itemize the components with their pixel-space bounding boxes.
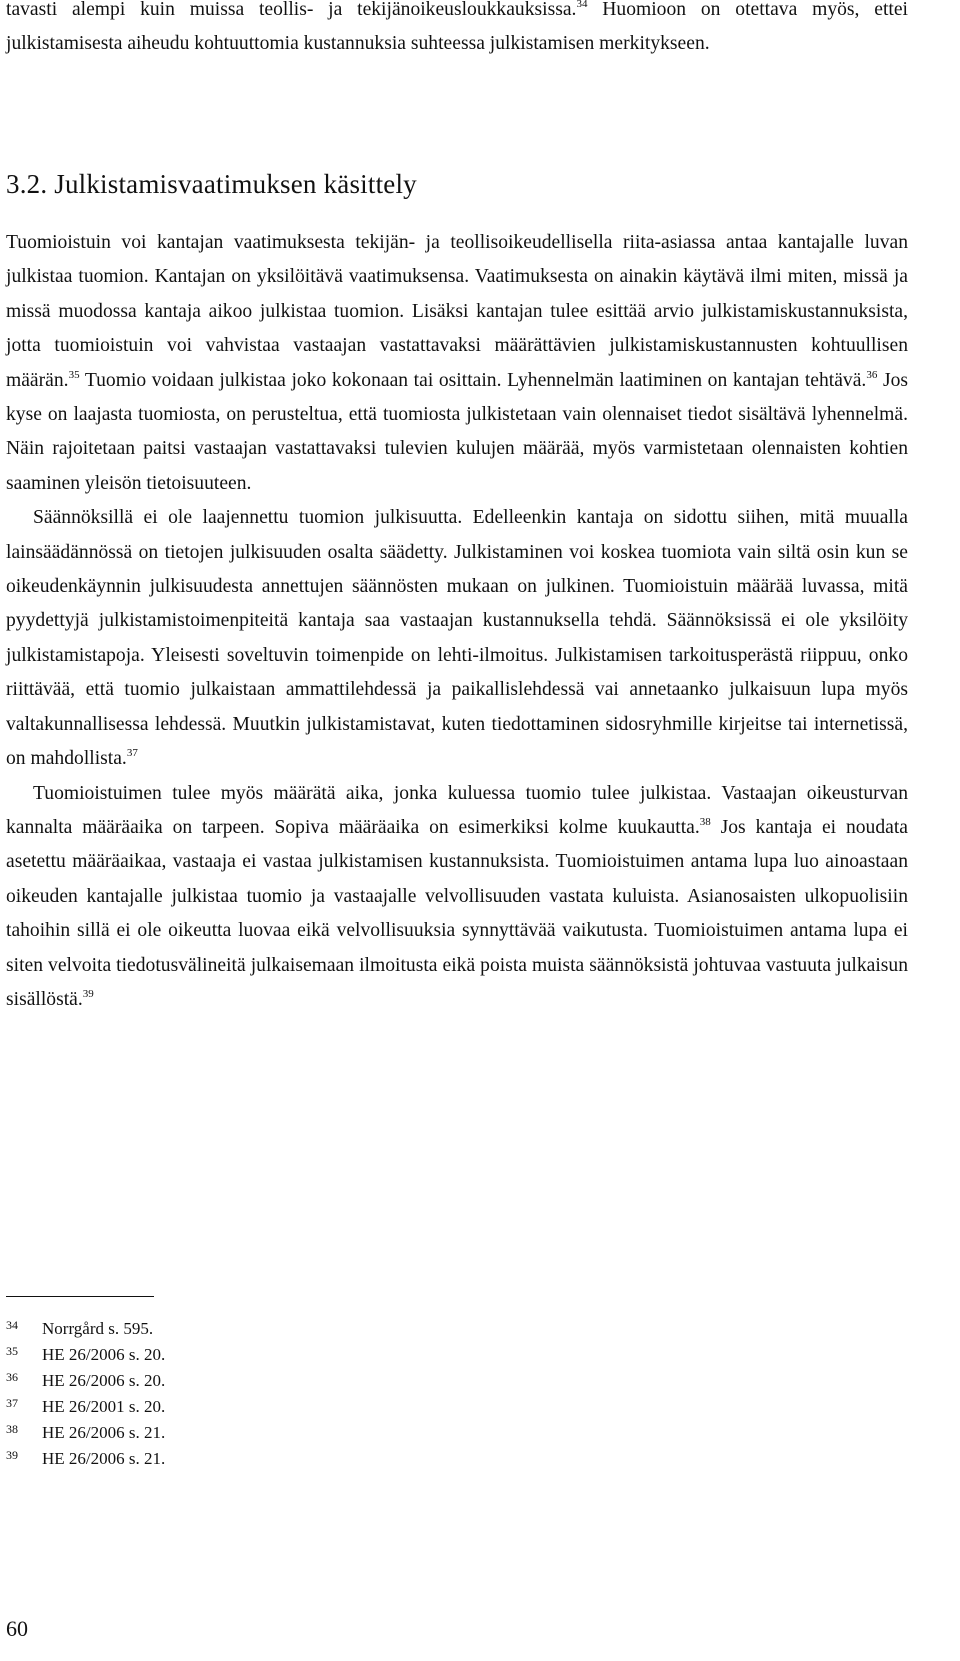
footnote-number: 37: [6, 1396, 18, 1410]
footnote: [6, 1420, 165, 1446]
section-body: [6, 226, 908, 1017]
footnote: [6, 1316, 165, 1342]
intro-text: Huomioon on otettava myös, ettei julkistamisesta aiheudu kohtuuttomia kustannuksia suhteessa julkistamisen merkitykseen.: [6, 0, 908, 55]
footnote-divider: [6, 1296, 154, 1297]
footnote-ref: 37: [126, 747, 138, 760]
intro-paragraph: [6, 0, 908, 62]
footnote-list: [6, 1316, 165, 1472]
footnote: [6, 1342, 165, 1368]
footnote: [6, 1368, 165, 1394]
paragraph-3: [6, 777, 908, 1018]
paragraph-text: Jos kantaja ei noudata asetettu määräaikaa, vastaaja ei vastaa julkistamisen kustannuksista. Tuomioistuimen antama lupa luo ainoastaan oikeuden kantajalle julkistaa tuomio ja vastaajalle velvollisuuden vastata kuluista. Asianosaisten ulkopuolisiin tahoihin sillä ei ole oikeutta luovaa eikä velvollisuuksia synnyttävää vaikutusta. Tuomioistuimen antama lupa ei siten velvoita tiedotusvälineitä julkaisemaan ilmoitusta eikä poista muista säännöksistä johtuvaa vastuuta julkaisun sisällöstä.: [6, 816, 908, 1010]
footnote-text: Norrgård s. 595.: [42, 1319, 154, 1338]
footnote-number: 36: [6, 1370, 18, 1384]
footnote-ref: 34: [576, 0, 588, 10]
footnote: [6, 1394, 165, 1420]
footnote-text: HE 26/2006 s. 20.: [42, 1371, 166, 1390]
footnote-ref: 39: [82, 987, 94, 1000]
paragraph-text: Säännöksillä ei ole laajennettu tuomion julkisuutta. Edelleenkin kantaja on sidottu siihen, mitä muualla lainsäädännössä on tietojen julkisuuden osalta säädetty. Julkistaminen voi koskea tuomiota vain siltä osin kun se oikeudenkäynnin julkisuudesta annettujen säännösten mukaan on julkinen. Tuomioistuin määrää luvassa, mitä pyydettyjä julkistamistoimenpiteitä kantaja saa vastaajan kustannuksella tehdä. Säännöksissä ei ole yksilöity julkistamistapoja. Yleisesti soveltuvin toimenpide on lehti-ilmoitus. Julkistamisen tarkoitusperästä riippuu, onko riittävää, että tuomio julkaistaan ammattilehdessä ja paikallislehdessä vai annetaanko julkaisuun lupa myös valtakunnallisessa lehdessä. Muutkin julkistamistavat, kuten tiedottaminen sidosryhmille kirjeitse tai internetissä, on mahdollista.: [6, 507, 908, 770]
section-heading: 3.2. Julkistamisvaatimuksen käsittely: [6, 169, 417, 199]
paragraph-text: Jos kyse on laajasta tuomiosta, on perusteltua, että tuomiosta julkistetaan vain olennaiset tiedot sisältävä lyhennelmä. Näin rajoitetaan paitsi vastaajan vastattavaksi tulevien kulujen määrää, myös varmistetaan olennaisten kohtien saaminen yleisön tietoisuuteen.: [6, 369, 908, 494]
footnote-number: 38: [6, 1422, 18, 1436]
footnote-ref: 35: [68, 368, 80, 381]
paragraph-1: [6, 226, 908, 501]
footnote-text: HE 26/2006 s. 20.: [42, 1345, 166, 1364]
footnote-text: HE 26/2001 s. 20.: [42, 1397, 166, 1416]
footnote: [6, 1446, 165, 1472]
paragraph-text: Tuomioistuin voi kantajan vaatimuksesta tekijän- ja teollisoikeudellisella riita-asiassa antaa kantajalle luvan julkistaa tuomion. Kantajan on yksilöitävä vaatimuksensa. Vaatimuksesta on ainakin käytävä ilmi miten, missä ja missä muodossa kantaja aikoo julkistaa tuomion. Lisäksi kantajan tulee esittää arvio julkistamiskustannuksista, jotta tuomioistuin voi vahvistaa vastaajan vastattavaksi määrättävien julkistamiskustannusten kohtuullisen määrän.: [6, 232, 908, 391]
footnote-ref: 36: [866, 368, 878, 381]
footnote-text: HE 26/2006 s. 21.: [42, 1423, 166, 1442]
intro-text: tavasti alempi kuin muissa teollis- ja tekijänoikeusloukkauksissa.: [6, 0, 577, 20]
paragraph-2: [6, 501, 908, 776]
footnote-number: 39: [6, 1448, 18, 1462]
footnote-number: 35: [6, 1344, 18, 1358]
page-number: 60: [6, 1616, 28, 1641]
paragraph-text: Tuomio voidaan julkistaa joko kokonaan tai osittain. Lyhennelmän laatiminen on kantajan tehtävä.: [79, 369, 867, 391]
footnote-text: HE 26/2006 s. 21.: [42, 1449, 166, 1468]
footnote-ref: 38: [699, 815, 711, 828]
paragraph-text: Tuomioistuimen tulee myös määrätä aika, jonka kuluessa tuomio tulee julkistaa. Vastaajan oikeusturvan kannalta määräaika on tarpeen. Sopiva määräaika on esimerkiksi kolme kuukautta.: [6, 782, 908, 838]
footnote-number: 34: [6, 1318, 18, 1332]
